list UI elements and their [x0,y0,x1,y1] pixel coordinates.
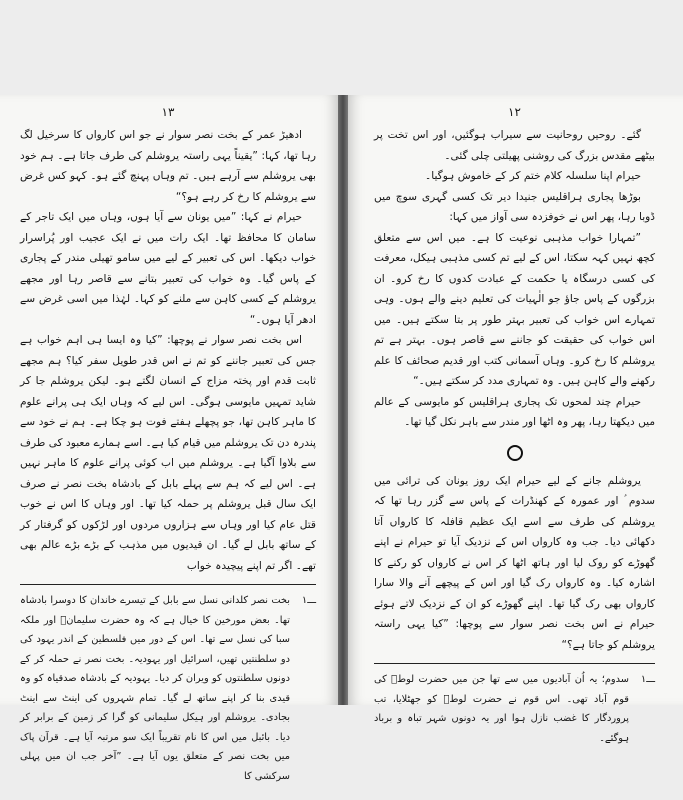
paragraph: حیرام نے کہا: ”میں یونان سے آیا ہوں، وہاں میں ایک تاجر کے سامان کا محافظ تھا۔ ایک رات میں نے ایک عجیب اور پُراسرار خواب دیکھا۔ اس کی تعبیر کے لیے میں سامو تھیلی مندر کے پجاری کے پاس گیا۔ وہ خواب کی تعبیر بتانے سے قاصر رہا اور مجھے یروشلم کے کسی کاہن سے ملنے کو کہا۔ لہٰذا میں اسی غرض سے ادھر آیا ہوں۔“ [20,211,316,326]
left-page [0,95,338,782]
section-break-ring-icon [507,445,523,461]
footnote-mark: ـــ١ [640,674,655,685]
footnote-text: سدوم؛ یہ اُن آبادیوں میں سے تھا جن میں حضرت لوطؑ کی قوم آباد تھی۔ اس قوم نے حضرت لوطؑ کو جھٹلایا، تب پروردگار کا غضب نازل ہوا اور یہ دونوں شہر تباہ و برباد ہوگئے۔ [374,674,629,744]
footnote [374,670,655,748]
footnote-divider [374,663,655,664]
book-spread [0,95,683,782]
book-gutter [338,95,348,705]
body-text [374,125,655,433]
paragraph: حیرام چند لمحوں تک پجاری ہراقلیس کو مایوسی کے عالم میں دیکھتا رہا، پھر وہ اٹھا اور مندر سے باہر نکل گیا تھا۔ [374,395,655,428]
footnote [20,591,316,786]
page-number: ١٢ [508,105,521,119]
paragraph: اس بخت نصر سوار نے پوچھا: ”کیا وہ ایسا ہی اہم خواب ہے جس کی تعبیر جاننے کو تم نے اس قدر طویل سفر کیا؟ ہم مجھے ثابت قدم اور پختہ مزاج کے انسان لگتے ہو۔ لیکن یروشلم جا کر شاید تمہیں مایوسی ہوگی۔ اس لیے کہ وہاں ایک ہی پرانے علوم کا ماہر کاہن تھا، جو پچھلے ہفتے فوت ہو چکا ہے۔ ہم نے خود سے پندرہ دن تک یروشلم میں قیام کیا ہے۔ اسے ہمارے معبود کی طرف سے بلاوا آگیا ہے۔ یروشلم میں اب کوئی پرانے علوم کا ماہر نہیں ہے۔ اس لیے کہ ہم سے پہلے بابل کے بادشاہ بخت نصر نے صرف ایک سال قبل یروشلم پر حملہ کیا تھا۔ اور وہاں کا اس نے خوب قتل عام کیا اور وہاں سے ہزاروں مردوں اور لڑکوں کو گرفتار کر کے ساتھ بابل لے گیا۔ ان قیدیوں میں مذہب کے بڑے بڑے عالم بھی تھے۔ اگر تم اپنے پیچیدہ خواب [20,334,316,572]
paragraph: بوڑھا پجاری ہراقلیس جنیدا دیر تک کسی گہری سوچ میں ڈوبا رہا، پھر اس نے خوفزدہ سی آواز میں کہا: [374,190,655,223]
footnote-mark: ـــ١ [301,595,316,606]
footnote-text: بخت نصر کلدانی نسل سے بابل کے تیسرے خاندان کا دوسرا بادشاہ تھا۔ بعض مورخین کا خیال ہے کہ وہ حضرت سلیمانؑ اور ملکہ سبا کی نسل سے تھا۔ اس کے دور میں فلسطین کے اندر یہود کی دو سلطنتیں تھیں، اسرائیل اور یہودیہ۔ بخت نصر نے حملہ کر کے دونوں سلطنتوں کو ویران کر دیا۔ یہودیہ کے بادشاہ صدقیاہ کو وہ قیدی بنا کر اپنے ساتھ لے گیا۔ تمام شہروں کی اینٹ سے اینٹ بجادی۔ یروشلم اور ہیکل سلیمانی کو گرا کر زمین کے برابر کر دیا۔ بائبل میں اس کا نام تقریباً ایک سو مرتبہ آیا ہے۔ قرآن پاک میں بخت نصر کے متعلق یوں آیا ہے۔ ”آخر جب ان میں پہلی سرکشی کا [20,595,290,782]
page-number: ١٣ [161,105,175,119]
paragraph: یروشلم جانے کے لیے حیرام ایک روز یونان کی ترائی میں سدوم ؑ اور عمورہ کے کھنڈرات کے پاس سے گزر رہا تھا کہ یروشلم کی طرف سے اسے ایک عظیم قافلہ کا کارواں آتا دکھائی دیا۔ جب وہ کارواں اس کے نزدیک آیا تو حیرام نے اپنے گھوڑے کو روک لیا اور ہاتھ اٹھا کر اس نے کارواں کو رکنے کا اشارہ کیا۔ وہ کارواں رک گیا اور اس کے پیچھے آنے والا سارا کارواں بھی رک گیا تھا۔ اپنے گھوڑے کو ان کے نزدیک لاتے ہوئے حیرام نے اس بخت نصر سوار سے پوچھا: ”کیا یہی راستہ یروشلم کو جاتا ہے؟“ [374,474,655,651]
paragraph: ”تمہارا خواب مذہبی نوعیت کا ہے۔ میں اس سے متعلق کچھ نہیں کہہ سکتا، اس کے لیے تم کسی مذہبی ہیکل، معرفت کی کسی درسگاہ یا حکمت کے عبادت کدوں کا رخ کرو۔ ان بزرگوں کے پاس جاؤ جو الٰہیات کی تعلیم دینے والے ہوں۔ وہی تمہارے اس خواب کی تعبیر بہتر طور پر بتا سکتے ہیں۔ میں اس خواب کی حقیقت کو جاننے سے قاصر ہوں۔ بہتر ہے تم یروشلم کا رخ کرو۔ وہاں آسمانی کتب اور قدیم صحائف کا علم رکھنے والے کاہن ہیں۔ وہ تمہاری مدد کر سکتے ہیں۔“ [374,231,655,387]
body-text [20,125,316,576]
footnote-divider [20,584,316,585]
paragraph: ادھیڑ عمر کے بخت نصر سوار نے جو اس کارواں کا سرخیل لگ رہا تھا، کہا: ”یقیناً یہی راستہ یروشلم کی طرف جاتا ہے۔ ہم خود بھی یروشلم سے آرہے ہیں۔ تم وہاں پہنچ گئے ہو۔ کہو کس غرض سے یروشلم کا رخ کر رہے ہو؟“ [20,129,316,203]
paragraph: گئے۔ روحیں روحانیت سے سیراب ہوگئیں، اور اس تخت پر بیٹھے مقدس بزرگ کی روشنی پھیلتی چلی گئی۔ [374,129,655,162]
right-page [348,95,683,744]
body-text [374,471,655,656]
paragraph: حیرام اپنا سلسلہ کلام ختم کر کے خاموش ہوگیا۔ [425,170,641,182]
